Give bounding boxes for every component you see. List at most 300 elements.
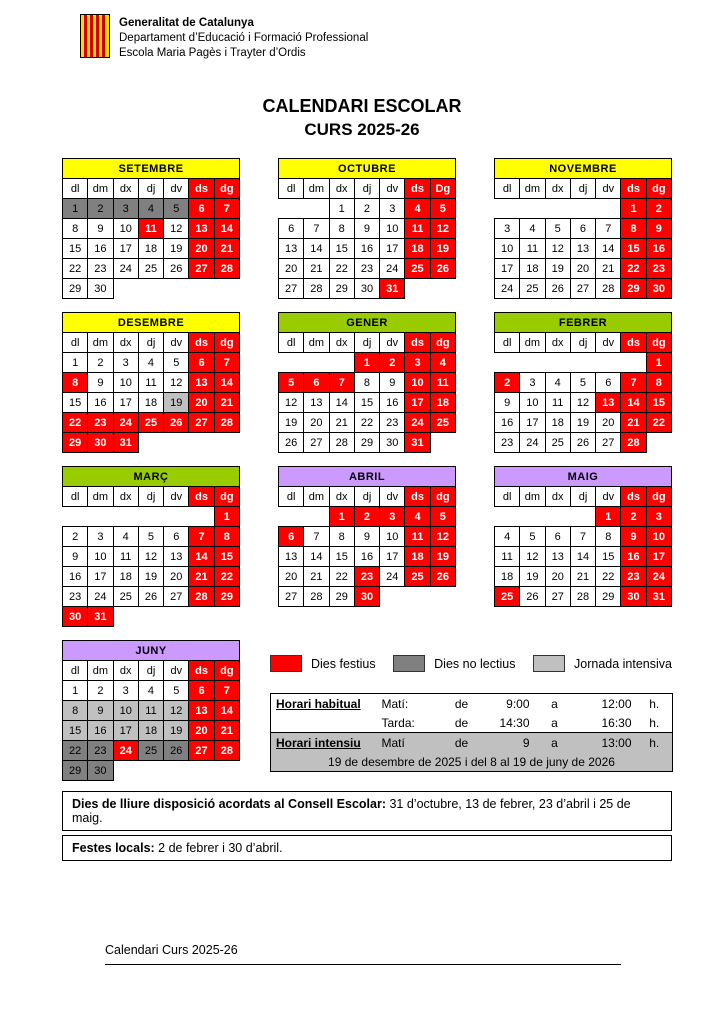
day-cell: 6 [189,681,214,701]
day-cell: 22 [63,413,88,433]
day-cell: 6 [279,527,304,547]
day-cell: 30 [646,279,671,299]
weekday-header: ds [189,487,214,507]
weekday-header: ds [189,179,214,199]
month-title-row [495,467,672,487]
day-cell: 27 [570,279,595,299]
empty-cell [495,199,520,219]
day-cell: 29 [214,587,239,607]
day-cell: 10 [646,527,671,547]
month-title-row [63,159,240,179]
month-calendar [62,466,240,627]
day-cell: 24 [113,741,138,761]
day-cell: 14 [596,239,621,259]
weekday-header: dj [570,487,595,507]
weekday-header: dx [113,661,138,681]
empty-cell [189,607,214,627]
week-row [63,353,240,373]
weekday-header: dl [63,487,88,507]
day-cell: 16 [495,413,520,433]
day-cell: 7 [329,373,354,393]
note-lliure-label: Dies de lliure disposició acordats al Consell Escolar: [72,797,386,811]
weekday-header: dg [214,179,239,199]
week-row [279,219,456,239]
empty-cell [138,279,163,299]
week-row [279,239,456,259]
day-cell: 3 [646,507,671,527]
week-row [279,433,456,453]
day-cell: 9 [88,219,113,239]
day-cell: 1 [354,353,379,373]
week-row [495,353,672,373]
day-cell: 3 [88,527,113,547]
week-row [279,547,456,567]
day-cell: 4 [138,681,163,701]
empty-cell [113,761,138,781]
day-cell: 21 [621,413,646,433]
week-row [63,219,240,239]
tarda-end-time: 16:30 [601,715,632,730]
weekday-header: dv [596,333,621,353]
weekday-header: ds [621,179,646,199]
weekday-header: dm [88,179,113,199]
day-cell: 7 [596,219,621,239]
day-cell: 23 [380,413,405,433]
day-cell: 21 [214,721,239,741]
day-cell: 4 [430,353,455,373]
week-row [279,507,456,527]
day-cell: 5 [430,507,455,527]
legend-label-no-lectius: Dies no lectius [434,656,516,671]
weekday-header: dm [88,661,113,681]
content [62,158,672,861]
day-cell: 9 [354,219,379,239]
day-cell: 19 [545,259,570,279]
weekday-header: ds [621,333,646,353]
weekday-header: ds [189,333,214,353]
week-row [63,507,240,527]
day-cell: 6 [279,219,304,239]
month-calendar [62,158,240,299]
month-calendar [494,158,672,299]
day-cell: 14 [304,239,329,259]
day-cell: 15 [354,393,379,413]
day-cell: 27 [189,259,214,279]
mati-h: h. [649,696,660,711]
week-row [279,279,456,299]
day-cell: 31 [380,279,405,299]
empty-cell [596,199,621,219]
month-title-row [279,467,456,487]
day-cell: 11 [520,239,545,259]
day-cell: 30 [88,761,113,781]
day-cell: 16 [621,547,646,567]
day-cell: 10 [88,547,113,567]
empty-cell [63,507,88,527]
day-cell: 18 [138,239,163,259]
tarda-a: a [551,715,558,730]
day-cell: 1 [63,681,88,701]
weekday-header: dv [164,661,189,681]
empty-cell [545,353,570,373]
empty-cell [164,761,189,781]
day-cell: 20 [279,259,304,279]
month-title: NOVEMBRE [495,159,672,179]
day-cell: 5 [520,527,545,547]
week-row [63,701,240,721]
day-cell: 16 [88,393,113,413]
day-cell: 15 [596,547,621,567]
day-cell: 28 [304,279,329,299]
weekday-header-row [279,487,456,507]
empty-cell [570,199,595,219]
empty-cell [164,279,189,299]
month-calendar [278,158,456,299]
mati-end-time: 12:00 [601,696,632,711]
day-cell: 15 [329,547,354,567]
weekday-header: dj [354,487,379,507]
week-row [495,393,672,413]
week-row [63,761,240,781]
day-cell: 8 [621,219,646,239]
month-title-row [279,159,456,179]
day-cell: 29 [63,433,88,453]
months-grid [62,158,672,627]
horari-habitual-label: Horari habitual [276,696,361,711]
day-cell: 7 [621,373,646,393]
day-cell: 20 [570,259,595,279]
week-row [495,433,672,453]
weekday-header: dv [596,487,621,507]
day-cell: 3 [495,219,520,239]
day-cell: 15 [63,239,88,259]
day-cell: 6 [596,373,621,393]
day-cell: 27 [279,587,304,607]
day-cell: 26 [138,587,163,607]
day-cell: 16 [354,239,379,259]
empty-cell [495,353,520,373]
day-cell: 30 [88,279,113,299]
day-cell: 22 [354,413,379,433]
day-cell: 18 [405,239,430,259]
month-juny-slot [62,640,240,781]
org-name: Generalitat de Catalunya [119,17,254,29]
day-cell: 24 [380,259,405,279]
day-cell: 30 [63,607,88,627]
day-cell: 29 [63,761,88,781]
day-cell: 27 [279,279,304,299]
day-cell: 7 [214,353,239,373]
day-cell: 5 [430,199,455,219]
day-cell: 17 [646,547,671,567]
day-cell: 25 [405,259,430,279]
empty-cell [646,433,671,453]
intensiu-a: a [535,733,575,753]
weekday-header-row [63,661,240,681]
day-cell: 8 [63,219,88,239]
day-cell: 21 [214,239,239,259]
day-cell: 18 [138,721,163,741]
day-cell: 10 [405,373,430,393]
day-cell: 2 [88,681,113,701]
week-row [63,259,240,279]
weekday-header: dm [88,333,113,353]
week-row [279,393,456,413]
week-row [495,527,672,547]
day-cell: 25 [138,413,163,433]
day-cell: 28 [189,587,214,607]
day-cell: 11 [545,393,570,413]
weekday-header-row [279,179,456,199]
day-cell: 29 [329,279,354,299]
day-cell: 13 [279,547,304,567]
week-row [495,199,672,219]
day-cell: 16 [88,721,113,741]
empty-cell [304,507,329,527]
empty-cell [520,507,545,527]
day-cell: 22 [329,567,354,587]
empty-cell [495,507,520,527]
intensiu-dates: 19 de desembre de 2025 i del 8 al 19 de juny de 2026 [271,752,673,772]
day-cell: 3 [405,353,430,373]
day-cell: 18 [520,259,545,279]
month-title: ABRIL [279,467,456,487]
day-cell: 6 [189,199,214,219]
day-cell: 20 [189,239,214,259]
legend-item-jornada-intensiva [533,655,672,672]
day-cell: 4 [495,527,520,547]
day-cell: 23 [495,433,520,453]
day-cell: 3 [113,681,138,701]
day-cell: 10 [113,219,138,239]
weekday-header: dj [138,179,163,199]
day-cell: 5 [570,373,595,393]
day-cell: 4 [405,199,430,219]
day-cell: 18 [113,567,138,587]
day-cell: 14 [621,393,646,413]
week-row [495,587,672,607]
day-cell: 20 [279,567,304,587]
day-cell: 4 [113,527,138,547]
day-cell: 23 [88,413,113,433]
month-title: OCTUBRE [279,159,456,179]
week-row [63,433,240,453]
day-cell: 24 [646,567,671,587]
day-cell: 8 [329,219,354,239]
day-cell: 27 [596,433,621,453]
day-cell: 26 [164,741,189,761]
week-row [279,413,456,433]
day-cell: 16 [354,547,379,567]
day-cell: 5 [164,681,189,701]
day-cell: 1 [596,507,621,527]
empty-cell [621,353,646,373]
horari-row-intensiu [271,733,673,753]
day-cell: 22 [329,259,354,279]
weekday-header: dj [354,179,379,199]
day-cell: 21 [214,393,239,413]
weekday-header: dg [646,179,671,199]
day-cell: 10 [380,219,405,239]
month-calendar [494,466,672,607]
weekday-header: dv [164,333,189,353]
legend-item-no-lectius [393,655,515,672]
day-cell: 13 [279,239,304,259]
week-row [279,199,456,219]
day-cell: 30 [88,433,113,453]
day-cell: 5 [138,527,163,547]
note-lliure-disposicio [62,791,672,831]
intensiu-end-time: 13:00 [575,733,637,753]
weekday-header: dj [354,333,379,353]
day-cell: 21 [304,567,329,587]
weekday-header: dj [570,179,595,199]
empty-cell [214,607,239,627]
day-cell: 9 [621,527,646,547]
day-cell: 12 [279,393,304,413]
day-cell: 5 [164,199,189,219]
weekday-header: dg [214,333,239,353]
day-cell: 27 [545,587,570,607]
weekday-header: dl [279,179,304,199]
day-cell: 30 [621,587,646,607]
day-cell: 2 [380,353,405,373]
day-cell: 22 [63,259,88,279]
intensiu-mati-label: Matí [377,733,441,753]
day-cell: 13 [189,373,214,393]
empty-cell [430,279,455,299]
horari-row-mati [271,694,673,714]
week-row [63,527,240,547]
day-cell: 9 [88,373,113,393]
day-cell: 20 [189,393,214,413]
empty-cell [596,353,621,373]
empty-cell [430,587,455,607]
day-cell: 26 [545,279,570,299]
day-cell: 9 [495,393,520,413]
month-title-row [63,313,240,333]
day-cell: 14 [189,547,214,567]
weekday-header: ds [405,333,430,353]
day-cell: 14 [214,219,239,239]
weekday-header: dx [329,487,354,507]
empty-cell [520,199,545,219]
header-org-block [119,14,368,61]
day-cell: 1 [63,199,88,219]
weekday-header: dx [545,487,570,507]
week-row [63,373,240,393]
day-cell: 7 [570,527,595,547]
title-block [0,96,724,140]
week-row [279,373,456,393]
intensiu-start-time: 9 [483,733,535,753]
week-row [495,547,672,567]
weekday-header: dv [164,487,189,507]
day-cell: 31 [88,607,113,627]
day-cell: 8 [214,527,239,547]
day-cell: 19 [430,239,455,259]
empty-cell [189,761,214,781]
horari-row-intensiu-dates [271,752,673,772]
day-cell: 31 [113,433,138,453]
day-cell: 25 [430,413,455,433]
month-title: SETEMBRE [63,159,240,179]
day-cell: 2 [88,199,113,219]
weekday-header: dm [304,179,329,199]
festius-swatch [270,655,302,672]
month-title: GENER [279,313,456,333]
day-cell: 28 [596,279,621,299]
day-cell: 8 [63,701,88,721]
document-header [80,14,368,61]
note-lliure-text: 31 d’octubre, 13 de febrer, 23 d’abril i 25 de maig. [72,797,631,825]
tarda-start-time: 14:30 [499,715,530,730]
day-cell: 17 [113,239,138,259]
empty-cell [279,353,304,373]
empty-cell [189,507,214,527]
day-cell: 9 [380,373,405,393]
weekday-header: dj [570,333,595,353]
day-cell: 2 [88,353,113,373]
day-cell: 17 [405,393,430,413]
day-cell: 18 [138,393,163,413]
day-cell: 11 [405,219,430,239]
day-cell: 6 [570,219,595,239]
weekday-header-row [279,333,456,353]
weekday-header: dj [138,661,163,681]
day-cell: 4 [138,199,163,219]
day-cell: 21 [304,259,329,279]
month-calendar [62,640,240,781]
horari-table [270,693,673,772]
day-cell: 2 [63,527,88,547]
weekday-header: ds [405,487,430,507]
day-cell: 18 [405,547,430,567]
day-cell: 16 [380,393,405,413]
day-cell: 20 [189,721,214,741]
day-cell: 10 [113,373,138,393]
day-cell: 17 [113,721,138,741]
day-cell: 6 [189,353,214,373]
empty-cell [520,353,545,373]
weekday-header: dj [138,487,163,507]
empty-cell [138,507,163,527]
day-cell: 23 [354,259,379,279]
month-title: MARÇ [63,467,240,487]
mati-de: de [454,696,469,711]
week-row [495,507,672,527]
day-cell: 13 [596,393,621,413]
day-cell: 3 [380,199,405,219]
week-row [279,567,456,587]
day-cell: 4 [138,353,163,373]
empty-cell [570,353,595,373]
day-cell: 29 [621,279,646,299]
horari-row-tarda [271,713,673,733]
empty-cell [88,507,113,527]
legend-label-festius: Dies festius [311,656,376,671]
day-cell: 19 [164,239,189,259]
day-cell: 22 [596,567,621,587]
day-cell: 24 [405,413,430,433]
page-title: CALENDARI ESCOLAR [262,96,462,116]
weekday-header: dl [63,333,88,353]
weekday-header: dm [520,333,545,353]
empty-cell [138,607,163,627]
weekday-header-row [63,487,240,507]
day-cell: 8 [596,527,621,547]
day-cell: 3 [113,199,138,219]
